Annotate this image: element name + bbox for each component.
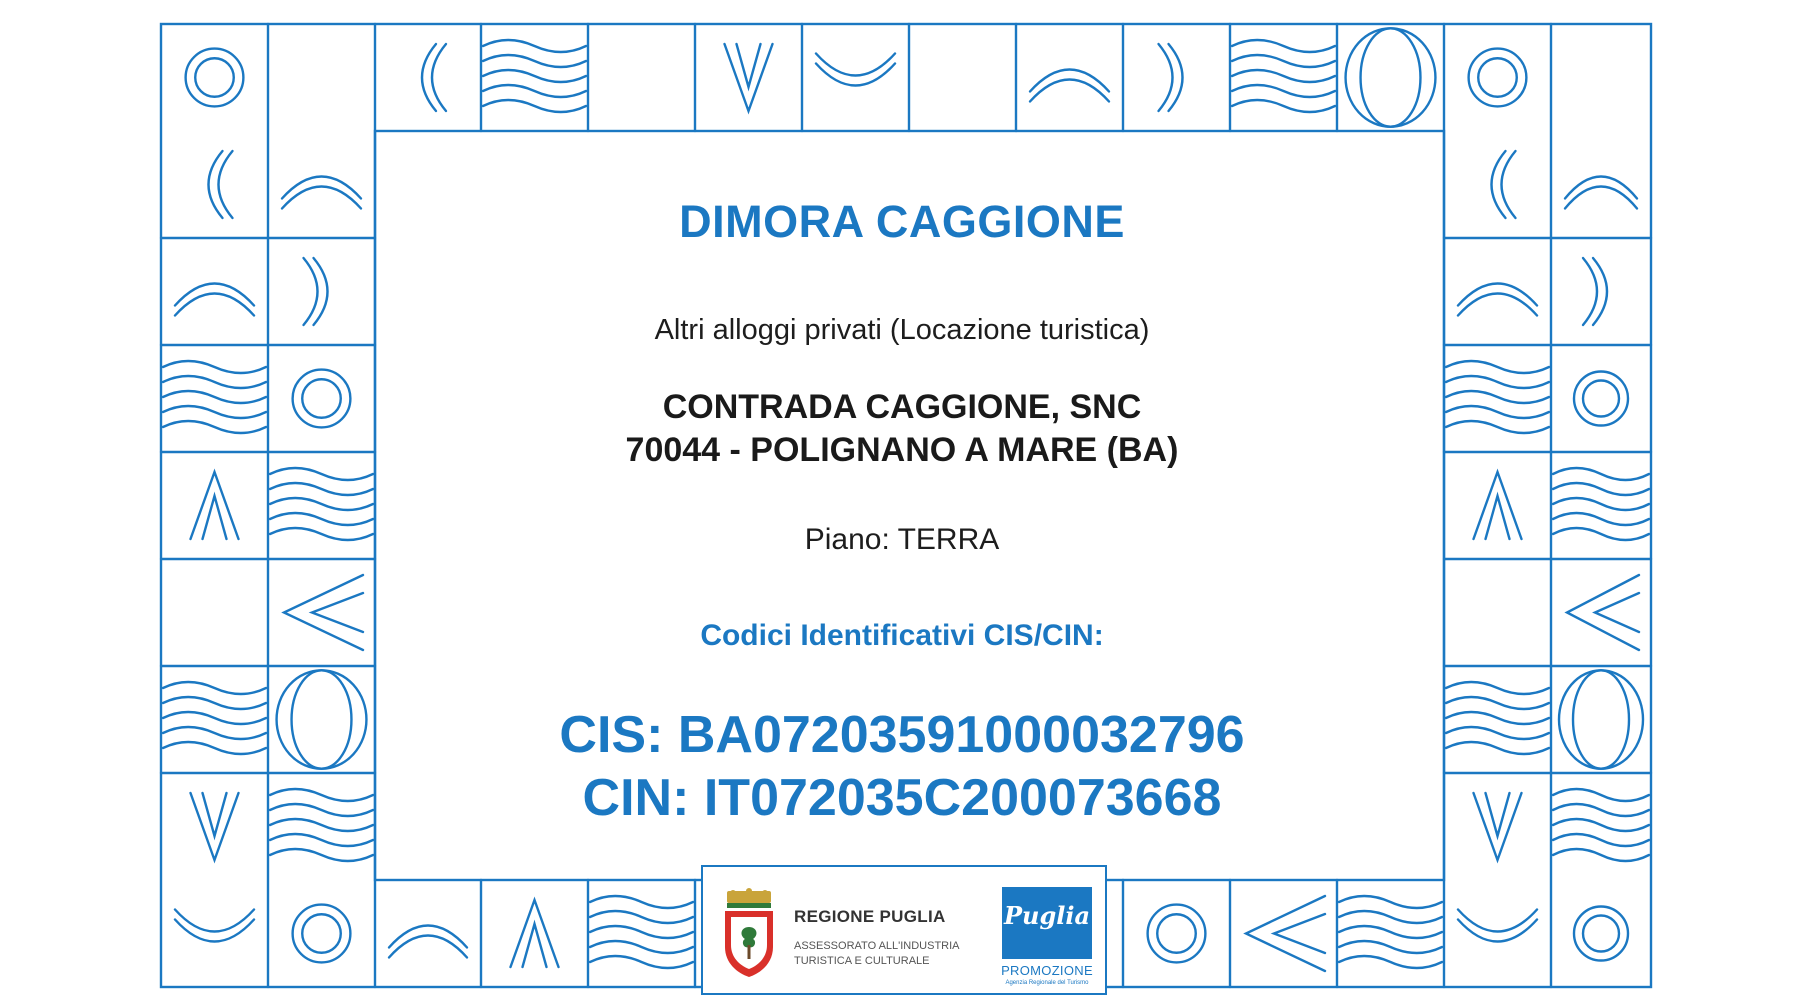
promozione-label: PROMOZIONE — [1001, 963, 1093, 978]
address-line-2: 70044 - POLIGNANO A MARE (BA) — [625, 431, 1179, 469]
region-name: REGIONE PUGLIA — [794, 907, 946, 926]
puglia-promozione-logo — [1002, 887, 1092, 959]
cin-code: CIN: IT072035C200073668 — [582, 769, 1222, 827]
puglia-logo-text: Puglia — [1003, 901, 1091, 930]
region-department-line-2: TURISTICA E CULTURALE — [794, 955, 930, 967]
property-name: DIMORA CAGGIONE — [679, 196, 1125, 247]
codes-heading: Codici Identificativi CIS/CIN: — [700, 619, 1104, 652]
regione-puglia-coat-of-arms-icon — [719, 887, 779, 979]
floor-info: Piano: TERRA — [804, 523, 1000, 556]
institutional-logos-box — [701, 865, 1107, 995]
region-department-line-1: ASSESSORATO ALL'INDUSTRIA — [794, 940, 960, 952]
address-line-1: CONTRADA CAGGIONE, SNC — [662, 388, 1142, 426]
accommodation-category: Altri alloggi privati (Locazione turistica) — [654, 314, 1150, 346]
cis-code: CIS: BA07203591000032796 — [559, 706, 1245, 764]
promozione-tagline: Agenzia Regionale del Turismo — [1005, 980, 1089, 986]
